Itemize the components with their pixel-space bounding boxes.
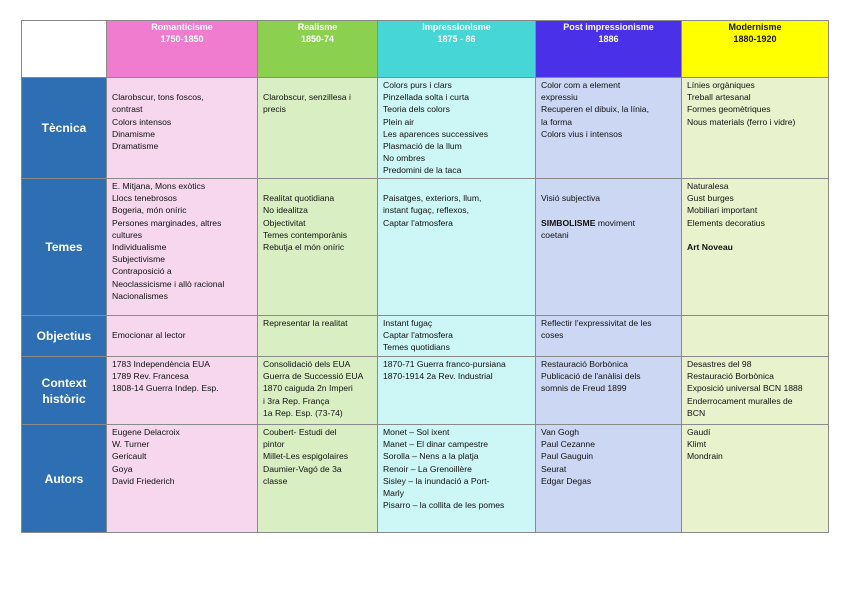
cell-line: No ombres bbox=[383, 153, 426, 164]
cell-objectius-modernisme bbox=[682, 316, 829, 357]
row-label-context-line2: històric bbox=[42, 391, 86, 406]
header-title: Post impressionisme bbox=[563, 22, 654, 32]
cell-line: Visió subjectiva bbox=[541, 193, 601, 204]
cell-line: coetani bbox=[541, 229, 569, 240]
row-temes bbox=[22, 179, 829, 316]
cell-spacer bbox=[541, 204, 677, 216]
cell-line: classe bbox=[263, 475, 288, 486]
header-impressionisme bbox=[378, 21, 536, 78]
cell-line: Paul Cezanne bbox=[541, 439, 595, 450]
corner-cell bbox=[22, 21, 107, 78]
cell-line: Art Noveau bbox=[687, 242, 733, 252]
cell-line: Instant fugaç bbox=[383, 318, 433, 328]
cell-line: Llocs tenebrosos bbox=[112, 193, 177, 204]
cell-line: Individualisme bbox=[112, 242, 167, 253]
cell-line: coses bbox=[541, 330, 564, 341]
cell-line: Captar l'atmosfera bbox=[383, 217, 453, 228]
cell-line: cultures bbox=[112, 229, 143, 240]
cell-line: 1870-1914 2a Rev. Industrial bbox=[383, 371, 493, 382]
cell-spacer bbox=[541, 180, 677, 192]
cell-objectius-impressionisme bbox=[378, 316, 536, 357]
cell-line: Rebutja el món oníric bbox=[263, 242, 345, 252]
cell-line: 1870 caiguda 2n Imperi bbox=[263, 383, 353, 394]
cell-line: la forma bbox=[541, 116, 573, 127]
cell-spacer bbox=[687, 229, 824, 241]
cell-context-modernisme bbox=[682, 357, 829, 425]
header-years: 1850-74 bbox=[300, 34, 335, 44]
cell-line: Paul Gauguin bbox=[541, 451, 594, 462]
cell-line: somnis de Freud 1899 bbox=[541, 383, 627, 394]
header-title: Realisme bbox=[297, 22, 338, 32]
cell-line: Formes geomètriques bbox=[687, 104, 771, 115]
cell-line: Dinamisme bbox=[112, 128, 155, 139]
cell-line: Coubert- Estudi del bbox=[263, 427, 337, 437]
cell-line: Gust burges bbox=[687, 193, 734, 204]
cell-line: Publicació de l'anàlisi dels bbox=[541, 371, 641, 382]
cell-line: Sorolla – Nens a la platja bbox=[383, 451, 479, 462]
cell-line: W. Turner bbox=[112, 439, 150, 450]
cell-line: i 3ra Rep. França bbox=[263, 395, 330, 406]
cell-line: SIMBOLISME moviment bbox=[541, 217, 636, 228]
cell-line: No idealitza bbox=[263, 205, 308, 216]
cell-line: Temes quotidians bbox=[383, 342, 450, 353]
cell-autors-impressionisme bbox=[378, 425, 536, 533]
header-years: 1875 - 86 bbox=[437, 34, 476, 44]
cell-line: Temes contemporànis bbox=[263, 229, 348, 240]
cell-line: Nous materials (ferro i vidre) bbox=[687, 116, 796, 127]
cell-spacer bbox=[263, 79, 373, 91]
cell-temes-post-impressionisme bbox=[536, 179, 682, 316]
cell-line: Clarobscur, senzillesa i bbox=[263, 92, 351, 103]
cell-autors-modernisme bbox=[682, 425, 829, 533]
cell-line: pintor bbox=[263, 439, 285, 450]
cell-line: E. Mitjana, Mons exòtics bbox=[112, 181, 206, 191]
cell-line: expressiu bbox=[541, 92, 578, 103]
cell-objectius-post-impressionisme bbox=[536, 316, 682, 357]
cell-line: Colors intensos bbox=[112, 116, 172, 127]
cell-temes-modernisme bbox=[682, 179, 829, 316]
cell-line: instant fugaç, reflexos, bbox=[383, 205, 469, 216]
row-label-autors: Autors bbox=[22, 425, 107, 533]
cell-line: Clarobscur, tons foscos, bbox=[112, 92, 204, 103]
cell-autors-romanticisme bbox=[107, 425, 258, 533]
cell-line: Restauració Borbònica bbox=[687, 371, 774, 382]
cell-line: 1789 Rev. Francesa bbox=[112, 371, 189, 382]
cell-line: Marly bbox=[383, 488, 405, 499]
header-romanticisme bbox=[107, 21, 258, 78]
cell-line: Contraposició a bbox=[112, 266, 172, 277]
row-label-context bbox=[22, 357, 107, 425]
cell-line: Pisarro – la collita de les pomes bbox=[383, 500, 505, 511]
cell-tecnica-modernisme bbox=[682, 78, 829, 179]
header-title: Impressionisme bbox=[422, 22, 491, 32]
cell-line: Color com a element bbox=[541, 80, 621, 90]
cell-spacer bbox=[263, 180, 373, 192]
cell-context-realisme bbox=[258, 357, 378, 425]
cell-line: Representar la realitat bbox=[263, 318, 348, 328]
row-label-objectius: Objectius bbox=[22, 316, 107, 357]
cell-line: Subjectivisme bbox=[112, 254, 166, 265]
row-objectius bbox=[22, 316, 829, 357]
cell-line: Guerra de Successió EUA bbox=[263, 371, 364, 382]
cell-objectius-romanticisme bbox=[107, 316, 258, 357]
cell-line: Treball artesanal bbox=[687, 92, 751, 103]
header-modernisme bbox=[682, 21, 829, 78]
row-label-context-line1: Context bbox=[41, 375, 87, 390]
cell-line: Exposició universal BCN 1888 bbox=[687, 383, 803, 394]
cell-line: Reflectir l'expressivitat de les bbox=[541, 318, 652, 328]
cell-line: Paisatges, exteriors, llum, bbox=[383, 193, 482, 204]
cell-line: Realitat quotidiana bbox=[263, 193, 335, 204]
cell-line: Nacionalismes bbox=[112, 290, 168, 301]
cell-line: Predomini de la taca bbox=[383, 165, 462, 176]
row-label-tecnica: Tècnica bbox=[22, 78, 107, 179]
cell-line: Mondrain bbox=[687, 451, 723, 462]
cell-tecnica-romanticisme bbox=[107, 78, 258, 179]
cell-line: contrast bbox=[112, 104, 143, 115]
cell-temes-romanticisme bbox=[107, 179, 258, 316]
cell-temes-realisme bbox=[258, 179, 378, 316]
cell-tecnica-post-impressionisme bbox=[536, 78, 682, 179]
cell-line: Enderrocament muralles de bbox=[687, 395, 793, 406]
cell-line: Teoria dels colors bbox=[383, 104, 450, 115]
cell-line: Daumier-Vagó de 3a bbox=[263, 463, 342, 474]
row-autors bbox=[22, 425, 829, 533]
row-context bbox=[22, 357, 829, 425]
cell-spacer bbox=[383, 180, 531, 192]
header-title: Romanticisme bbox=[151, 22, 213, 32]
cell-line: Consolidació dels EUA bbox=[263, 359, 351, 369]
header-post-impressionisme bbox=[536, 21, 682, 78]
cell-context-post-impressionisme bbox=[536, 357, 682, 425]
cell-line: Gaudí bbox=[687, 427, 711, 437]
cell-line: 1a Rep. Esp. (73-74) bbox=[263, 407, 343, 418]
header-row bbox=[22, 21, 829, 78]
cell-line: 1808-14 Guerra Indep. Esp. bbox=[112, 383, 219, 394]
row-tecnica bbox=[22, 78, 829, 179]
cell-line: precis bbox=[263, 104, 286, 115]
cell-line: Les aparences successives bbox=[383, 128, 489, 139]
cell-line: Colors purs i clars bbox=[383, 80, 452, 90]
cell-line: Emocionar al lector bbox=[112, 330, 186, 341]
cell-temes-impressionisme bbox=[378, 179, 536, 316]
cell-objectius-realisme bbox=[258, 316, 378, 357]
cell-line: Desastres del 98 bbox=[687, 359, 752, 369]
cell-line: Dramatisme bbox=[112, 141, 159, 151]
cell-line: Línies orgàniques bbox=[687, 80, 755, 90]
cell-line: Eugene Delacroix bbox=[112, 427, 180, 437]
cell-spacer bbox=[112, 79, 253, 91]
cell-line: Plasmació de la llum bbox=[383, 141, 462, 152]
cell-line: Captar l'atmosfera bbox=[383, 330, 453, 341]
header-years: 1750-1850 bbox=[160, 34, 204, 44]
cell-line: Neoclassicisme i allò racional bbox=[112, 278, 225, 289]
cell-context-romanticisme bbox=[107, 357, 258, 425]
cell-line: Plein air bbox=[383, 116, 415, 127]
header-years: 1880-1920 bbox=[733, 34, 777, 44]
cell-autors-post-impressionisme bbox=[536, 425, 682, 533]
cell-line: Naturalesa bbox=[687, 181, 729, 191]
cell-line: Elements decoratius bbox=[687, 217, 765, 228]
cell-autors-realisme bbox=[258, 425, 378, 533]
cell-line: David Friederich bbox=[112, 475, 175, 486]
cell-context-impressionisme bbox=[378, 357, 536, 425]
cell-line: Manet – El dinar campestre bbox=[383, 439, 489, 450]
cell-line: Edgar Degas bbox=[541, 475, 592, 486]
header-years: 1886 bbox=[598, 34, 619, 44]
cell-line: Pinzellada solta i curta bbox=[383, 92, 469, 103]
cell-line: Bogeria, món oníric bbox=[112, 205, 187, 216]
cell-line: 1870-71 Guerra franco-pursiana bbox=[383, 359, 506, 369]
cell-line: Gericault bbox=[112, 451, 147, 462]
cell-line: Klimt bbox=[687, 439, 707, 450]
cell-line: Mobiliari important bbox=[687, 205, 758, 216]
cell-line: Objectivitat bbox=[263, 217, 306, 228]
cell-line: Van Gogh bbox=[541, 427, 580, 437]
cell-line: Persones marginades, altres bbox=[112, 217, 222, 228]
row-label-temes: Temes bbox=[22, 179, 107, 316]
cell-line: Millet-Les espigolaires bbox=[263, 451, 349, 462]
cell-line: Monet – Sol ixent bbox=[383, 427, 450, 437]
header-realisme bbox=[258, 21, 378, 78]
cell-line: Restauració Borbònica bbox=[541, 359, 628, 369]
cell-line: Seurat bbox=[541, 463, 567, 474]
cell-line: Sisley – la inundació a Port- bbox=[383, 475, 490, 486]
cell-line: Recuperen el dibuix, la línia, bbox=[541, 104, 649, 115]
cell-line: Goya bbox=[112, 463, 133, 474]
cell-line: Colors vius i intensos bbox=[541, 128, 623, 139]
art-movements-table bbox=[21, 20, 829, 533]
cell-tecnica-realisme bbox=[258, 78, 378, 179]
cell-line: 1783 Independència EUA bbox=[112, 359, 210, 369]
cell-line: BCN bbox=[687, 407, 706, 418]
cell-line: Renoir – La Grenoillère bbox=[383, 463, 472, 474]
header-title: Modernisme bbox=[728, 22, 782, 32]
cell-spacer bbox=[112, 317, 253, 329]
cell-tecnica-impressionisme bbox=[378, 78, 536, 179]
